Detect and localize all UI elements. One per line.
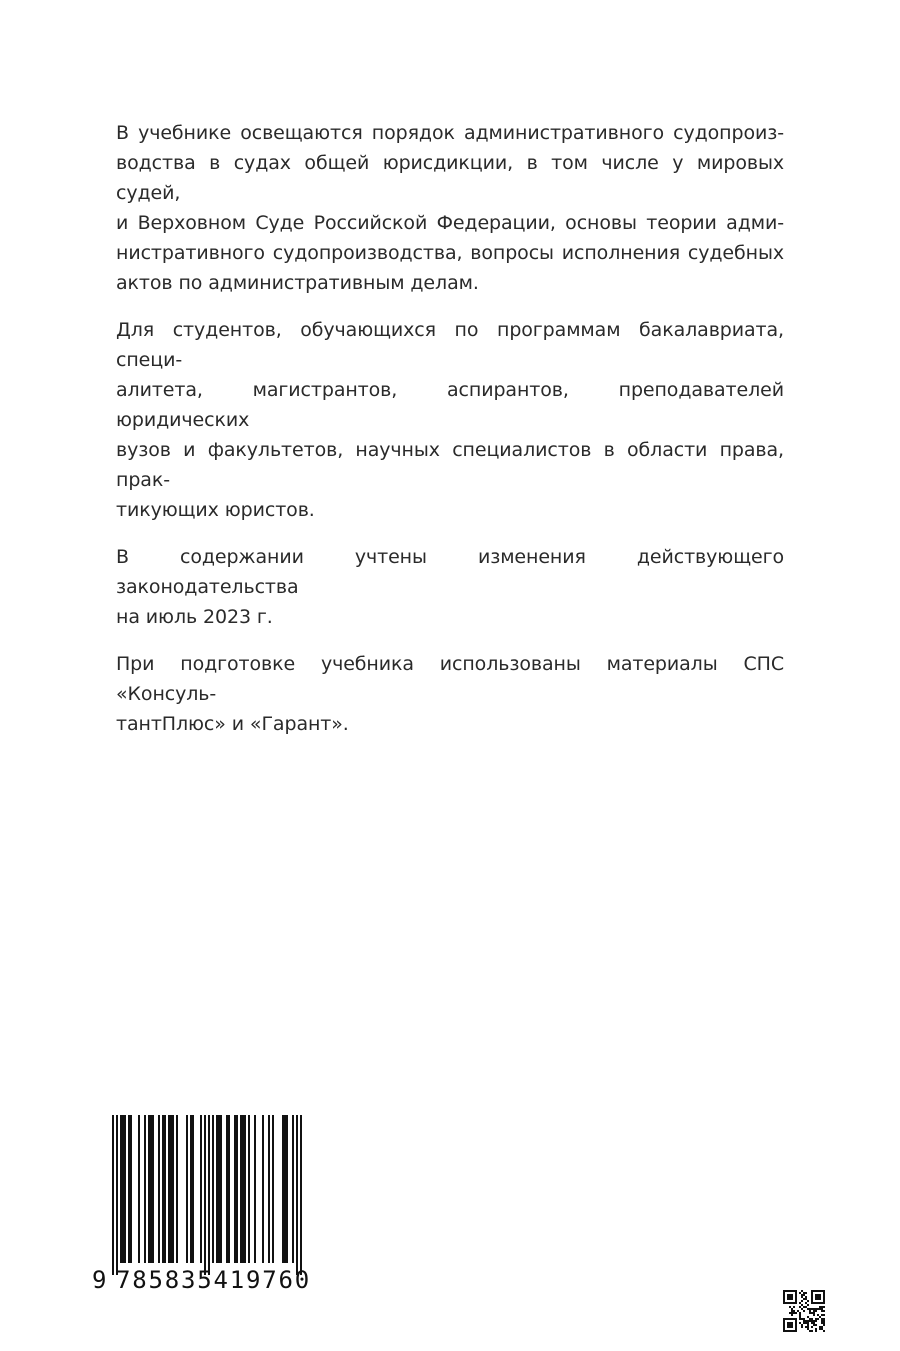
qr-module	[809, 1330, 811, 1332]
barcode-bar	[296, 1115, 298, 1275]
qr-module	[813, 1320, 815, 1322]
barcode-bar	[212, 1115, 214, 1263]
qr-module	[783, 1302, 797, 1304]
qr-module	[807, 1326, 809, 1328]
barcode-bar	[236, 1115, 238, 1263]
qr-module	[801, 1300, 803, 1302]
qr-module	[811, 1290, 813, 1304]
text-line: актов по административным делам.	[116, 272, 479, 294]
qr-module	[819, 1328, 821, 1330]
barcode-bar	[228, 1115, 230, 1263]
barcode-bar	[226, 1115, 228, 1263]
qr-module	[803, 1294, 805, 1296]
barcode-bar	[120, 1115, 122, 1263]
qr-module	[799, 1314, 801, 1316]
qr-module	[823, 1310, 825, 1312]
barcode-bar	[242, 1115, 244, 1263]
barcode-bar	[152, 1115, 154, 1263]
qr-module	[813, 1312, 815, 1314]
qr-module	[787, 1294, 793, 1300]
barcode-bar	[168, 1115, 170, 1263]
qr-module	[813, 1322, 815, 1324]
qr-module	[783, 1290, 785, 1304]
qr-module	[815, 1318, 817, 1320]
qr-module	[819, 1326, 821, 1328]
qr-module	[801, 1296, 803, 1298]
qr-module	[799, 1302, 801, 1304]
qr-module	[795, 1290, 797, 1304]
qr-module	[801, 1290, 803, 1292]
qr-module	[791, 1310, 793, 1312]
barcode-bar	[216, 1115, 218, 1263]
barcode-bar	[112, 1115, 114, 1275]
qr-module	[821, 1318, 823, 1320]
barcode-bar	[162, 1115, 164, 1263]
barcode-bar	[176, 1115, 178, 1263]
qr-module	[811, 1326, 813, 1328]
qr-module	[797, 1310, 799, 1312]
barcode-bar	[218, 1115, 220, 1263]
qr-module	[789, 1312, 791, 1314]
barcode-bar	[268, 1115, 270, 1263]
qr-module	[805, 1326, 807, 1328]
qr-module	[791, 1308, 793, 1310]
qr-module	[805, 1292, 807, 1294]
qr-module	[807, 1320, 809, 1322]
qr-module	[823, 1330, 825, 1332]
qr-module	[809, 1312, 811, 1314]
barcode-bar	[128, 1115, 130, 1263]
barcode-first-digit: 9	[92, 1266, 107, 1294]
barcode-bar	[190, 1115, 192, 1263]
qr-module	[783, 1330, 797, 1332]
qr-module	[815, 1294, 821, 1300]
qr-module	[803, 1310, 805, 1312]
qr-module	[803, 1306, 805, 1308]
qr-module	[821, 1310, 823, 1312]
qr-module	[787, 1322, 793, 1328]
text-line: водства в судах общей юрисдикции, в том числе у мировых судей,	[116, 152, 784, 204]
paragraph-description	[116, 118, 784, 298]
text-line: Для студентов, обучающихся по программам бакалавриата, специ-	[116, 319, 784, 371]
qr-module	[805, 1322, 807, 1324]
qr-module	[811, 1290, 825, 1292]
qr-module	[809, 1308, 811, 1310]
qr-module	[807, 1308, 809, 1310]
barcode-bars	[92, 1115, 317, 1275]
qr-module	[807, 1304, 809, 1306]
barcode-bar	[204, 1115, 206, 1275]
qr-module	[815, 1320, 817, 1322]
barcode-bar	[144, 1115, 146, 1263]
qr-module	[805, 1298, 807, 1300]
text-line: нистративного судопроизводства, вопросы исполнения судебных	[116, 242, 784, 264]
qr-module	[793, 1312, 795, 1314]
qr-module	[801, 1324, 803, 1326]
qr-module	[801, 1308, 803, 1310]
qr-module	[809, 1310, 811, 1312]
text-line: на июль 2023 г.	[116, 606, 273, 628]
qr-module	[815, 1328, 817, 1330]
barcode-bar	[186, 1115, 188, 1263]
qr-module	[811, 1318, 813, 1320]
qr-module	[813, 1310, 815, 1312]
qr-module	[801, 1304, 803, 1306]
qr-module	[793, 1306, 795, 1308]
qr-module	[809, 1318, 811, 1320]
isbn-barcode	[92, 1115, 317, 1295]
qr-module	[811, 1320, 813, 1322]
barcode-bar	[234, 1115, 236, 1263]
qr-module	[823, 1322, 825, 1324]
qr-module	[805, 1302, 807, 1304]
qr-module	[823, 1318, 825, 1320]
text-line: вузов и факультетов, научных специалистов в области права, прак-	[116, 439, 784, 491]
barcode-bar	[240, 1115, 242, 1263]
qr-module	[815, 1310, 817, 1312]
qr-module	[821, 1306, 823, 1308]
text-line: При подготовке учебника использованы материалы СПС «Консуль-	[116, 653, 784, 705]
barcode-bar	[254, 1115, 256, 1263]
barcode-bar	[172, 1115, 174, 1263]
qr-module	[801, 1294, 803, 1296]
qr-module	[807, 1324, 809, 1326]
qr-module	[823, 1320, 825, 1322]
qr-module	[801, 1326, 803, 1328]
qr-module	[821, 1308, 823, 1310]
qr-module	[813, 1324, 815, 1326]
qr-module	[803, 1318, 805, 1320]
barcode-bar	[122, 1115, 124, 1263]
qr-module	[813, 1308, 815, 1310]
barcode-bar	[244, 1115, 246, 1263]
qr-module	[823, 1290, 825, 1304]
qr-module	[819, 1308, 821, 1310]
barcode-bar	[130, 1115, 132, 1263]
barcode-bar	[300, 1115, 302, 1275]
qr-module	[795, 1312, 797, 1314]
qr-module	[823, 1314, 825, 1316]
qr-module	[799, 1306, 801, 1308]
barcode-bar	[282, 1115, 284, 1263]
qr-module	[799, 1316, 801, 1318]
qr-module	[821, 1326, 823, 1328]
qr-module	[819, 1306, 821, 1308]
qr-module	[817, 1318, 819, 1320]
qr-module	[783, 1290, 797, 1292]
qr-module	[813, 1314, 815, 1316]
qr-module	[803, 1298, 805, 1300]
qr-module	[799, 1318, 801, 1320]
barcode-bar	[248, 1115, 250, 1263]
qr-module	[823, 1306, 825, 1308]
barcode-digits: 785835419760	[116, 1266, 311, 1294]
qr-module	[783, 1318, 797, 1320]
qr-module	[807, 1300, 809, 1302]
text-line: алитета, магистрантов, аспирантов, преподавателей юридических	[116, 379, 784, 431]
barcode-bar	[292, 1115, 294, 1263]
qr-module	[807, 1322, 809, 1324]
qr-module	[815, 1330, 817, 1332]
barcode-bar	[158, 1115, 160, 1263]
barcode-bar	[124, 1115, 126, 1263]
qr-module	[811, 1302, 825, 1304]
annotation-text	[116, 118, 784, 756]
qr-module	[807, 1316, 809, 1318]
qr-code	[783, 1290, 825, 1332]
qr-module	[799, 1322, 801, 1324]
qr-module	[821, 1322, 823, 1324]
qr-module	[817, 1308, 819, 1310]
qr-module	[791, 1312, 793, 1314]
qr-module	[821, 1320, 823, 1322]
qr-module	[817, 1314, 819, 1316]
barcode-bar	[164, 1115, 166, 1263]
qr-module	[811, 1322, 813, 1324]
qr-module	[809, 1320, 811, 1322]
barcode-bar	[272, 1115, 274, 1263]
barcode-bar	[148, 1115, 150, 1263]
barcode-bar	[220, 1115, 222, 1263]
qr-module	[803, 1320, 805, 1322]
barcode-bar	[262, 1115, 264, 1263]
qr-module	[807, 1328, 809, 1330]
qr-module	[789, 1306, 791, 1308]
qr-module	[821, 1328, 823, 1330]
barcode-bar	[138, 1115, 140, 1263]
barcode-bar	[192, 1115, 194, 1263]
barcode-bar	[284, 1115, 286, 1263]
qr-module	[805, 1320, 807, 1322]
barcode-bar	[116, 1115, 118, 1275]
qr-module	[791, 1314, 793, 1316]
text-line: В содержании учтены изменения действующего законодательства	[116, 546, 784, 598]
barcode-bar	[286, 1115, 288, 1263]
qr-module	[799, 1312, 801, 1314]
barcode-bar	[208, 1115, 210, 1275]
qr-module	[801, 1318, 803, 1320]
qr-module	[799, 1292, 801, 1294]
qr-module	[805, 1306, 807, 1308]
barcode-bar	[150, 1115, 152, 1263]
barcode-bar	[170, 1115, 172, 1263]
qr-module	[805, 1296, 807, 1298]
qr-module	[811, 1330, 813, 1332]
paragraph-sources	[116, 649, 784, 739]
qr-module	[823, 1324, 825, 1326]
qr-module	[815, 1324, 817, 1326]
text-line: тикующих юристов.	[116, 499, 315, 521]
barcode-bar	[200, 1115, 202, 1263]
qr-module	[793, 1310, 795, 1312]
qr-module	[783, 1318, 785, 1332]
paragraph-legislation	[116, 542, 784, 632]
qr-module	[795, 1318, 797, 1332]
qr-module	[811, 1312, 813, 1314]
qr-module	[819, 1316, 821, 1318]
text-line: и Верховном Суде Российской Федерации, основы теории адми-	[116, 212, 784, 234]
qr-module	[815, 1308, 817, 1310]
paragraph-audience	[116, 315, 784, 525]
text-line: В учебнике освещаются порядок административного судопроиз-	[116, 122, 784, 144]
qr-module	[811, 1308, 813, 1310]
qr-module	[803, 1292, 805, 1294]
qr-module	[821, 1314, 823, 1316]
qr-module	[803, 1322, 805, 1324]
text-line: тантПлюс» и «Гарант».	[116, 713, 349, 735]
